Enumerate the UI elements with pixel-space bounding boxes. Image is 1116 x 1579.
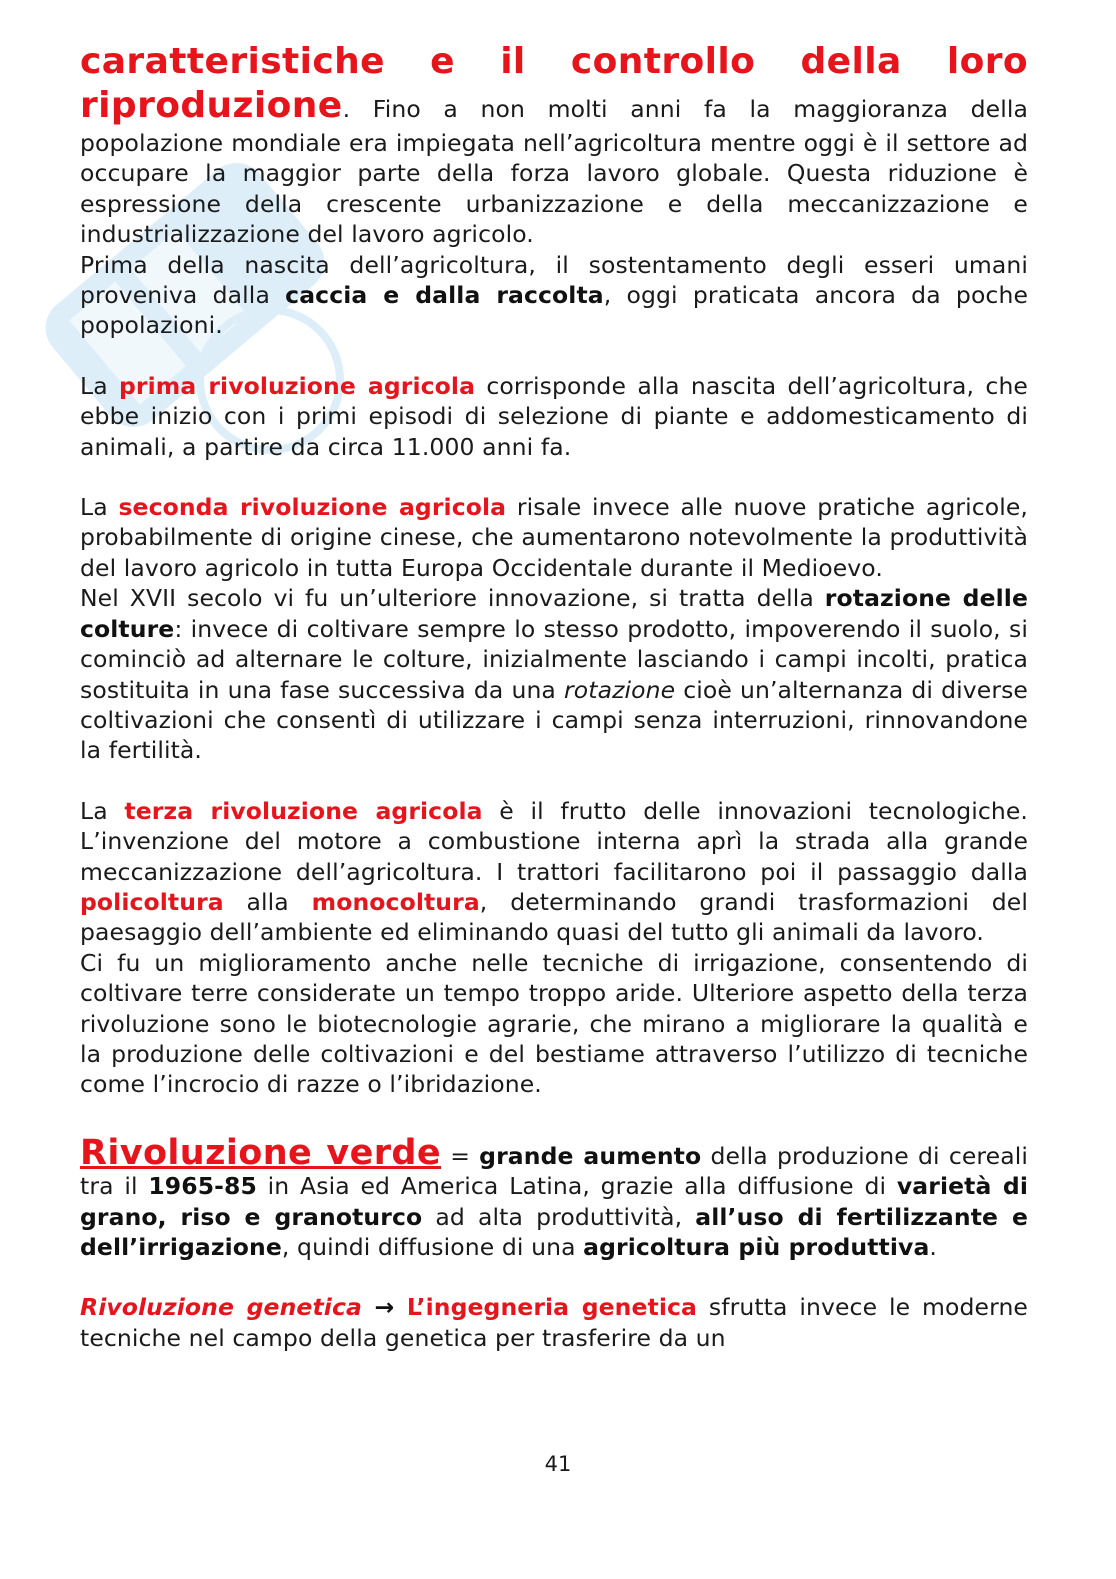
red-term: prima rivoluzione agricola [119,371,476,400]
paragraph-2: Prima della nascita dell’agricoltura, il sostentamento degli esseri umani proveniva dalla caccia e dalla raccolta, oggi praticata ancora da poche popolazioni. [80,250,1028,340]
heading-rivoluzione-genetica: Rivoluzione genetica [80,1293,362,1322]
italic-term: rotazione [564,675,676,704]
arrow-icon: → [361,1293,407,1322]
paragraph-rivoluzione-verde: Rivoluzione verde = grande aumento della produzione di cereali tra il 1965-85 in Asia ed America Latina, grazie alla diffusione di varietà di grano, riso e granoturco ad alta produttività, all’uso di fertilizzante e dell’irrigazione, quindi diffusione di una agricoltura più produttiva. [80,1132,1028,1261]
document-page [80,40,1028,1353]
section-title-line2: riproduzione [80,85,343,126]
paragraph-6: La terza rivoluzione agricola è il frutto delle innovazioni tecnologiche. L’invenzione del motore a combustione interna aprì la strada alla grande meccanizzazione dell’agricoltura. I trattori facilitarono poi il passaggio dalla policoltura alla monocoltura, determinando grandi trasformazioni del paesaggio dell’ambiente ed eliminando quasi del tutto gli animali da lavoro. [80,796,1029,947]
page-number: 41 [544,1452,572,1476]
paragraph-5: Nel XVII secolo vi fu un’ulteriore innovazione, si tratta della rotazione delle colture: invece di coltivare sempre lo stesso prodotto, impoverendo il suolo, si cominciò ad alternare le colture, inizialmente lasciando i campi incolti, pratica sostituita in una fase successiva da una rotazione cioè un’alternanza di diverse coltivazioni che consentì di utilizzare i campi senza interruzioni, rinnovandone la fertilità. [80,584,1028,765]
paragraph-4: La seconda rivoluzione agricola risale invece alle nuove pratiche agricole, probabilmente di origine cinese, che aumentarono notevolmente la produttività del lavoro agricolo in tutta Europa Occidentale durante il Medioevo. [80,493,1028,582]
paragraph-3: La prima rivoluzione agricola corrisponde alla nascita dell’agricoltura, che ebbe inizio con i primi episodi di selezione di piante e addomesticamento di animali, a partire da circa 11.000 anni fa. [80,371,1028,461]
red-term: L’ingegneria genetica [406,1293,698,1322]
paragraph-7: Ci fu un miglioramento anche nelle tecniche di irrigazione, consentendo di coltivare terre considerate un tempo troppo aride. Ulteriore aspetto della terza rivoluzione sono le biotecnologie agrarie, che mirano a migliorare la qualità e la produzione delle coltivazioni e del bestiame attraverso l’utilizzo di tecniche come l’incrocio di razze o l’ibridazione. [80,948,1028,1099]
bold-term: caccia e dalla raccolta [285,281,604,310]
red-term: terza rivoluzione agricola [124,796,483,825]
heading-rivoluzione-verde: Rivoluzione verde [80,1132,441,1173]
red-term: seconda rivoluzione agricola [118,493,507,522]
red-term: monocoltura [311,887,480,916]
paragraph-intro [80,40,1028,84]
paragraph-rivoluzione-genetica: Rivoluzione genetica → L’ingegneria genetica sfrutta invece le moderne tecniche nel campo della genetica per trasferire da un [80,1293,1028,1352]
red-term: policoltura [80,887,224,916]
section-title-line1: caratteristiche e il controllo della loro [80,41,1028,82]
paragraph-1: riproduzione. Fino a non molti anni fa la maggioranza della popolazione mondiale era impiegata nell’agricoltura mentre oggi è il settore ad occupare la maggior parte della forza lavoro globale. Questa riduzione è espressione della crescente urbanizzazione e della meccanizzazione e industrializzazione del lavoro agricolo. [80,85,1028,249]
bold-term: rotazione delle colture [80,584,1028,643]
